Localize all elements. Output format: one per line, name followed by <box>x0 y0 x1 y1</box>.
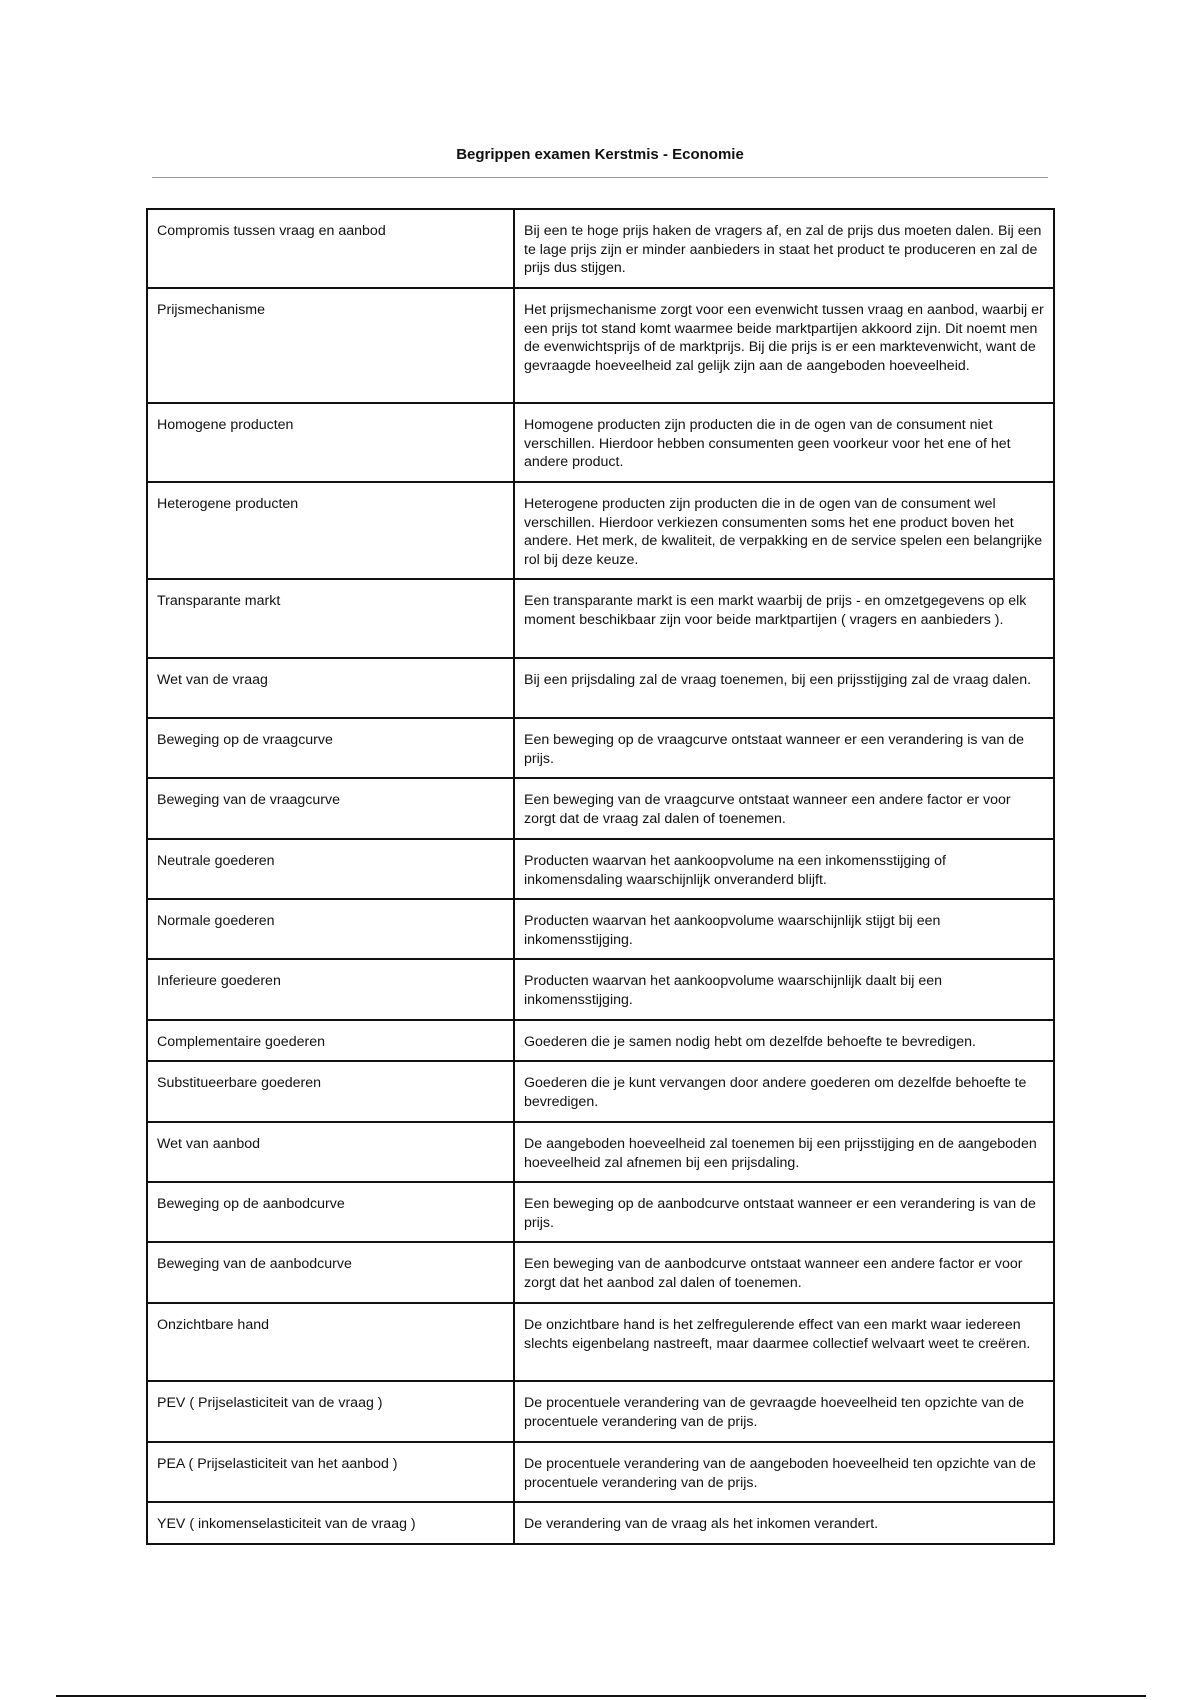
definition-cell: Goederen die je samen nodig hebt om dezelfde behoefte te bevredigen. <box>514 1020 1054 1061</box>
table-row <box>147 1182 1054 1242</box>
table-row <box>147 1502 1054 1544</box>
table-row <box>147 288 1054 403</box>
table-row <box>147 1061 1054 1122</box>
definition-cell: Een beweging op de aanbodcurve ontstaat wanneer er een verandering is van de prijs. <box>514 1182 1054 1242</box>
definition-cell: De procentuele verandering van de gevraagde hoeveelheid ten opzichte van de procentuele verandering van de prijs. <box>514 1381 1054 1442</box>
term-cell: Neutrale goederen <box>147 839 514 899</box>
definition-cell: Homogene producten zijn producten die in de ogen van de consument niet verschillen. Hierdoor hebben consumenten geen voorkeur voor het ene of het andere product. <box>514 403 1054 482</box>
term-cell: PEA ( Prijselasticiteit van het aanbod ) <box>147 1442 514 1502</box>
definition-cell: Producten waarvan het aankoopvolume na een inkomensstijging of inkomensdaling waarschijnlijk onveranderd blijft. <box>514 839 1054 899</box>
definition-cell: Goederen die je kunt vervangen door andere goederen om dezelfde behoefte te bevredigen. <box>514 1061 1054 1122</box>
table-row <box>147 579 1054 658</box>
terms-table <box>146 208 1055 1545</box>
table-row <box>147 1381 1054 1442</box>
definition-cell: Een beweging van de vraagcurve ontstaat wanneer een andere factor er voor zorgt dat de vraag zal dalen of toenemen. <box>514 778 1054 839</box>
definition-cell: Heterogene producten zijn producten die in de ogen van de consument wel verschillen. Hierdoor verkiezen consumenten soms het ene product boven het andere. Het merk, de kwaliteit, de verpakking en de service spelen een belangrijke rol bij deze keuze. <box>514 482 1054 579</box>
table-row <box>147 1122 1054 1182</box>
term-cell: Normale goederen <box>147 899 514 959</box>
table-row <box>147 1442 1054 1502</box>
definition-cell: Een transparante markt is een markt waarbij de prijs - en omzetgegevens op elk moment beschikbaar zijn voor beide marktpartijen ( vragers en aanbieders ). <box>514 579 1054 658</box>
page-title: Begrippen examen Kerstmis - Economie <box>456 146 744 163</box>
definition-cell: De onzichtbare hand is het zelfregulerende effect van een markt waar iedereen slechts eigenbelang nastreeft, maar daarmee collectief welvaart weet te creëren. <box>514 1303 1054 1381</box>
table-row <box>147 1020 1054 1061</box>
definition-cell: Een beweging op de vraagcurve ontstaat wanneer er een verandering is van de prijs. <box>514 718 1054 778</box>
definition-cell: Producten waarvan het aankoopvolume waarschijnlijk stijgt bij een inkomensstijging. <box>514 899 1054 959</box>
table-row <box>147 1242 1054 1303</box>
definition-cell: Producten waarvan het aankoopvolume waarschijnlijk daalt bij een inkomensstijging. <box>514 959 1054 1020</box>
table-row <box>147 1303 1054 1381</box>
term-cell: Substitueerbare goederen <box>147 1061 514 1122</box>
table-row <box>147 209 1054 288</box>
term-cell: Complementaire goederen <box>147 1020 514 1061</box>
term-cell: PEV ( Prijselasticiteit van de vraag ) <box>147 1381 514 1442</box>
term-cell: Inferieure goederen <box>147 959 514 1020</box>
term-cell: YEV ( inkomenselasticiteit van de vraag ) <box>147 1502 514 1544</box>
term-cell: Heterogene producten <box>147 482 514 579</box>
term-cell: Beweging op de aanbodcurve <box>147 1182 514 1242</box>
definition-cell: De procentuele verandering van de aangeboden hoeveelheid ten opzichte van de procentuele verandering van de prijs. <box>514 1442 1054 1502</box>
table-row <box>147 658 1054 718</box>
definition-cell: Bij een prijsdaling zal de vraag toenemen, bij een prijsstijging zal de vraag dalen. <box>514 658 1054 718</box>
table-row <box>147 718 1054 778</box>
term-cell: Wet van aanbod <box>147 1122 514 1182</box>
definition-cell: De aangeboden hoeveelheid zal toenemen bij een prijsstijging en de aangeboden hoeveelheid zal afnemen bij een prijsdaling. <box>514 1122 1054 1182</box>
term-cell: Onzichtbare hand <box>147 1303 514 1381</box>
term-cell: Beweging van de aanbodcurve <box>147 1242 514 1303</box>
definition-cell: Het prijsmechanisme zorgt voor een evenwicht tussen vraag en aanbod, waarbij er een prijs tot stand komt waarmee beide marktpartijen akkoord zijn. Dit noemt men de evenwichtsprijs of de marktprijs. Bij die prijs is er een marktevenwicht, want de gevraagde hoeveelheid zal gelijk zijn aan de aangeboden hoeveelheid. <box>514 288 1054 403</box>
table-row <box>147 482 1054 579</box>
title-divider <box>152 177 1048 178</box>
table-row <box>147 839 1054 899</box>
term-cell: Homogene producten <box>147 403 514 482</box>
table-row <box>147 959 1054 1020</box>
term-cell: Wet van de vraag <box>147 658 514 718</box>
definition-cell: De verandering van de vraag als het inkomen verandert. <box>514 1502 1054 1544</box>
term-cell: Transparante markt <box>147 579 514 658</box>
definition-cell: Bij een te hoge prijs haken de vragers af, en zal de prijs dus moeten dalen. Bij een te lage prijs zijn er minder aanbieders in staat het product te produceren en zal de prijs dus stijgen. <box>514 209 1054 288</box>
footer-divider <box>56 1695 1146 1697</box>
definition-cell: Een beweging van de aanbodcurve ontstaat wanneer een andere factor er voor zorgt dat het aanbod zal dalen of toenemen. <box>514 1242 1054 1303</box>
term-cell: Prijsmechanisme <box>147 288 514 403</box>
table-row <box>147 778 1054 839</box>
term-cell: Beweging op de vraagcurve <box>147 718 514 778</box>
term-cell: Beweging van de vraagcurve <box>147 778 514 839</box>
table-row <box>147 899 1054 959</box>
term-cell: Compromis tussen vraag en aanbod <box>147 209 514 288</box>
table-row <box>147 403 1054 482</box>
